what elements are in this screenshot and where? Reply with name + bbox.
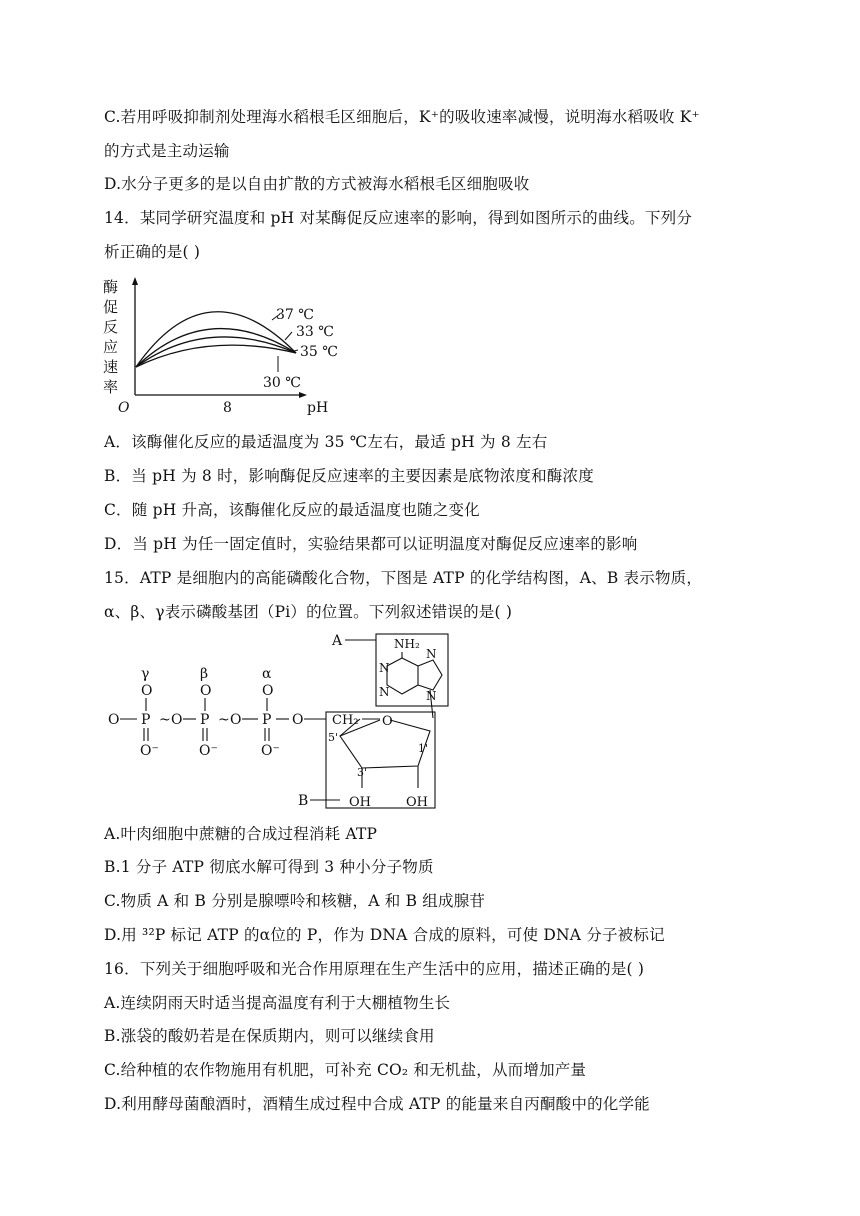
n-atom: N bbox=[379, 661, 390, 675]
origin-label: O bbox=[118, 400, 130, 416]
curve-35C bbox=[136, 337, 296, 367]
q16-option-c: C.给种植的农作物施用有机肥，可补充 CO₂ 和无机盐，从而增加产量 bbox=[104, 1061, 587, 1079]
q16-option-a: A.连续阴雨天时适当提高温度有利于大棚植物生长 bbox=[104, 994, 451, 1012]
q13-option-d: D.水分子更多的是以自由扩散的方式被海水稻根毛区细胞吸收 bbox=[104, 175, 530, 193]
nh2-label: NH₂ bbox=[394, 637, 420, 651]
q15-option-b: B.1 分子 ATP 彻底水解可得到 3 种小分子物质 bbox=[104, 858, 434, 876]
label-a: A bbox=[332, 633, 343, 649]
o-bridge-1: O bbox=[171, 712, 183, 728]
oh-2: OH bbox=[406, 795, 428, 810]
q13-option-c-line2: 的方式是主动运输 bbox=[104, 142, 230, 160]
ylabel-char: 应 bbox=[103, 338, 119, 356]
o-top-gamma: O bbox=[141, 683, 153, 699]
q16-stem: 16．下列关于细胞呼吸和光合作用原理在生产生活中的应用，描述正确的是( ) bbox=[104, 960, 645, 978]
q14-option-c: C．随 pH 升高，该酶催化反应的最适温度也随之变化 bbox=[104, 501, 480, 519]
tilde-1: ~ bbox=[159, 712, 171, 728]
q15-stem-line1: 15．ATP 是细胞内的高能磷酸化合物，下图是 ATP 的化学结构图，A、B 表示物质， bbox=[104, 569, 703, 587]
carbon-1-label: 1' bbox=[418, 742, 429, 755]
label-30C: 30 ℃ bbox=[263, 375, 301, 391]
q14-stem-line1: 14．某同学研究温度和 pH 对某酶促反应速率的影响，得到如图所示的曲线。下列分 bbox=[104, 209, 693, 227]
y-axis-arrow bbox=[132, 277, 138, 285]
q14-option-b: B．当 pH 为 8 时，影响酶促反应速率的主要因素是底物浓度和酶浓度 bbox=[104, 467, 594, 485]
o-minus-gamma: O⁻ bbox=[140, 743, 159, 759]
carbon-3-label: 3' bbox=[357, 766, 368, 779]
gamma-label: γ bbox=[141, 666, 150, 682]
enzyme-rate-graph bbox=[100, 270, 340, 418]
graph-ylabel bbox=[103, 278, 118, 396]
x-axis-arrow bbox=[299, 392, 307, 398]
o-bridge-3: O bbox=[292, 712, 304, 728]
label-b: B bbox=[298, 793, 309, 809]
q15-option-d: D.用 ³²P 标记 ATP 的α位的 P，作为 DNA 合成的原料，可使 DNA 分子被标记 bbox=[104, 926, 665, 944]
atp-structure-diagram bbox=[100, 628, 460, 812]
ch2-label: CH₂ bbox=[332, 713, 359, 728]
tilde-2: ~ bbox=[218, 712, 230, 728]
q16-option-b: B.涨袋的酸奶若是在保质期内，则可以继续食用 bbox=[104, 1027, 435, 1045]
ylabel-char: 反 bbox=[103, 318, 119, 336]
xtick-8: 8 bbox=[223, 400, 232, 416]
p-alpha: P bbox=[262, 712, 272, 728]
p-gamma: P bbox=[141, 712, 151, 728]
carbon-5-label: 5' bbox=[328, 731, 339, 744]
q15-option-c: C.物质 A 和 B 分别是腺嘌呤和核糖，A 和 B 组成腺苷 bbox=[104, 892, 486, 910]
q13-option-c-line1: C.若用呼吸抑制剂处理海水稻根毛区细胞后，K⁺的吸收速率减慢，说明海水稻吸收 K⁺ bbox=[104, 108, 700, 126]
n-atom: N bbox=[426, 647, 437, 661]
o-minus-beta: O⁻ bbox=[199, 743, 218, 759]
q14-stem-line2: 析正确的是( ) bbox=[104, 243, 201, 261]
p-beta: P bbox=[200, 712, 210, 728]
o-end: O bbox=[108, 712, 120, 728]
ylabel-char: 酶 bbox=[103, 278, 119, 296]
o-top-beta: O bbox=[200, 683, 212, 699]
beta-label: β bbox=[200, 666, 209, 682]
ylabel-char: 速 bbox=[103, 358, 119, 376]
xlabel-ph: pH bbox=[307, 400, 329, 416]
q15-stem-line2: α、β、γ表示磷酸基团（Pi）的位置。下列叙述错误的是( ) bbox=[104, 603, 513, 621]
ring-oxygen: O bbox=[382, 714, 393, 729]
o-top-alpha: O bbox=[262, 683, 274, 699]
o-minus-alpha: O⁻ bbox=[261, 743, 280, 759]
n-atom: N bbox=[379, 685, 390, 699]
q16-option-d: D.利用酵母菌酿酒时，酒精生成过程中合成 ATP 的能量来自丙酮酸中的化学能 bbox=[104, 1095, 650, 1113]
q15-option-a: A.叶肉细胞中蔗糖的合成过程消耗 ATP bbox=[104, 825, 378, 843]
leader-33C bbox=[285, 332, 292, 340]
label-33C: 33 ℃ bbox=[296, 324, 334, 340]
o-bridge-2: O bbox=[230, 712, 242, 728]
label-35C: 35 ℃ bbox=[300, 344, 338, 360]
ylabel-char: 促 bbox=[103, 298, 119, 316]
ylabel-char: 率 bbox=[103, 378, 119, 396]
n-atom: N bbox=[426, 689, 437, 703]
curve-37C bbox=[136, 312, 296, 367]
label-37C: 37 ℃ bbox=[276, 307, 314, 323]
imidazole-ring bbox=[418, 660, 442, 690]
alpha-label: α bbox=[262, 666, 272, 682]
q14-option-d: D．当 pH 为任一固定值时，实验结果都可以证明温度对酶促反应速率的影响 bbox=[104, 535, 638, 553]
pyrimidine-ring bbox=[387, 658, 418, 694]
oh-3: OH bbox=[349, 795, 371, 810]
q14-option-a: A．该酶催化反应的最适温度为 35 ℃左右，最适 pH 为 8 左右 bbox=[104, 433, 548, 451]
